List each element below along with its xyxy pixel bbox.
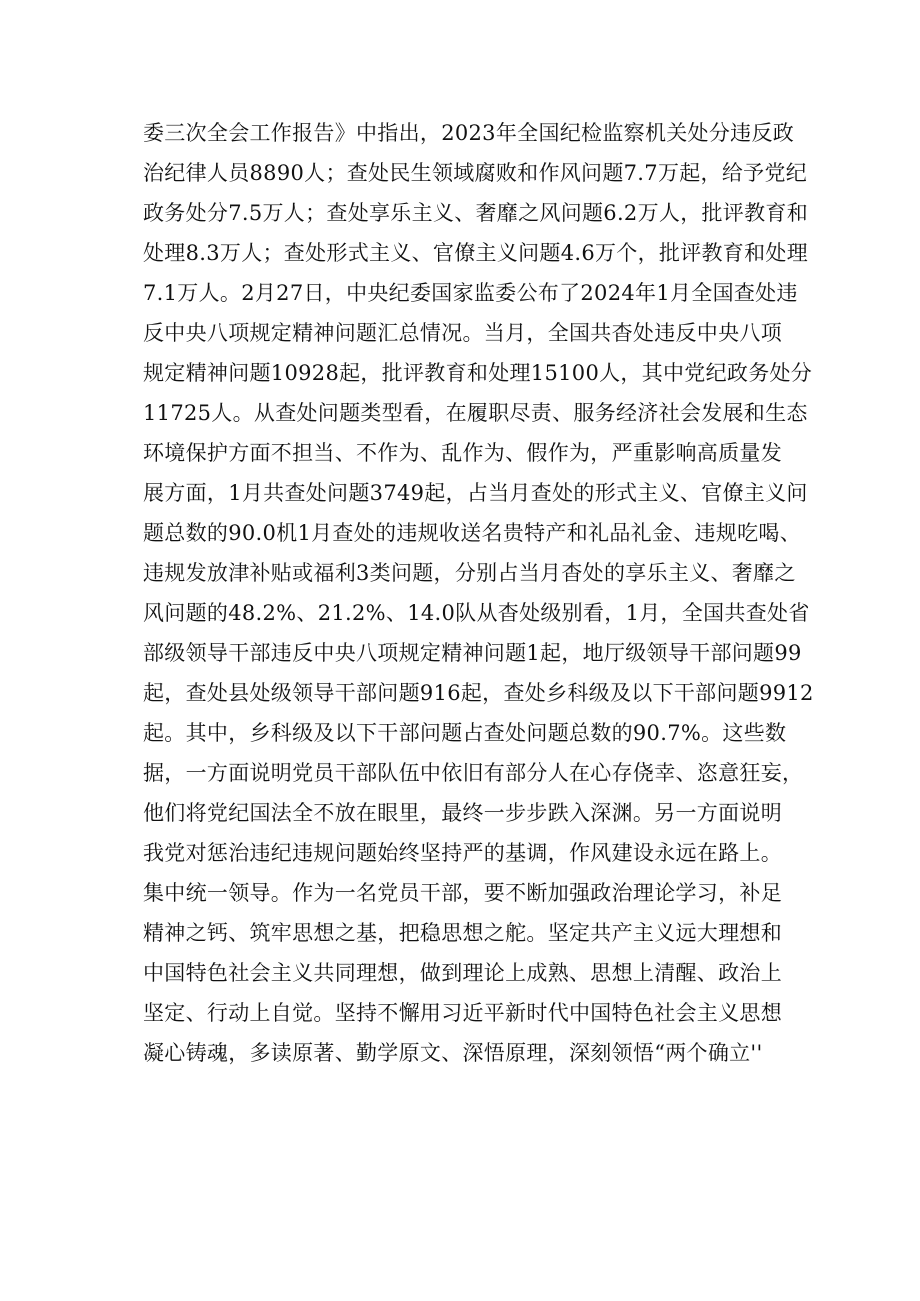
- text-line: 据，一方面说明党员干部队伍中依旧有部分人在心存侥幸、恣意狂妄，: [143, 761, 804, 785]
- text-line: 中国特色社会主义共同理想，做到理论上成熟、思想上清醒、政治上: [143, 961, 782, 985]
- text-line: 规定精神问题10928起，批评教育和处理15100人，其中党纪政务处分: [143, 361, 813, 385]
- body-text: [143, 113, 814, 1073]
- text-line: 凝心铸魂，多读原著、勤学原文、深悟原理，深刻领悟“两个确立'': [143, 1041, 763, 1065]
- text-line: 他们将党纪国法全不放在眼里，最终一步步跌入深渊。另一方面说明: [143, 801, 782, 825]
- text-line: 政务处分7.5万人；查处享乐主义、奢靡之风问题6.2万人，批评教育和: [143, 201, 808, 225]
- text-line: 精神之钙、筑牢思想之基，把稳思想之舵。坚定共产主义远大理想和: [143, 921, 782, 945]
- text-line: 环境保护方面不担当、不作为、乱作为、假作为，严重影响高质量发: [143, 441, 782, 465]
- text-line: 坚定、行动上自觉。坚持不懈用习近平新时代中国特色社会主义思想: [143, 1001, 782, 1025]
- text-line: 集中统一领导。作为一名党员干部，要不断加强政治理论学习，补足: [143, 881, 782, 905]
- text-line: 题总数的90.0机1月查处的违规收送名贵特产和礼品礼金、违规吃喝、: [143, 521, 802, 545]
- text-line: 风问题的48.2%、21.2%、14.0队从杳处级别看，1月，全国共查处省: [143, 601, 810, 625]
- text-line: 部级领导干部违反中央八项规定精神问题1起，地厅级领导干部问题99: [143, 641, 802, 665]
- text-line: 治纪律人员8890人；查处民生领域腐败和作风问题7.7万起，给予党纪: [143, 161, 808, 185]
- text-line: 起，查处县处级领导干部问题916起，查处乡科级及以下干部问题9912: [143, 681, 814, 705]
- text-line: 我党对惩治违纪违规问题始终坚持严的基调，作风建设永远在路上。: [143, 841, 782, 865]
- text-line: 违规发放津补贴或福利3类问题，分别占当月杳处的享乐主义、奢靡之: [143, 561, 796, 585]
- text-line: 委三次全会工作报告》中指出，2023年全国纪检监察机关处分违反政: [143, 121, 795, 145]
- text-line: 处理8.3万人；查处形式主义、官僚主义问题4.6万个，批评教育和处理: [143, 241, 808, 265]
- text-line: 11725人。从查处问题类型看，在履职尽责、服务经济社会发展和生态: [143, 401, 808, 425]
- text-line: 展方面，1月共查处问题3749起，占当月查处的形式主义、官僚主义问: [143, 481, 808, 505]
- text-line: 反中央八项规定精神问题汇总情况。当月，全国共杳处违反中央八项: [143, 321, 782, 345]
- text-line: 7.1万人。2月27日，中央纪委国家监委公布了2024年1月全国查处违: [143, 281, 798, 305]
- text-line: 起。其中，乡科级及以下干部问题占查处问题总数的90.7%。这些数: [143, 721, 787, 745]
